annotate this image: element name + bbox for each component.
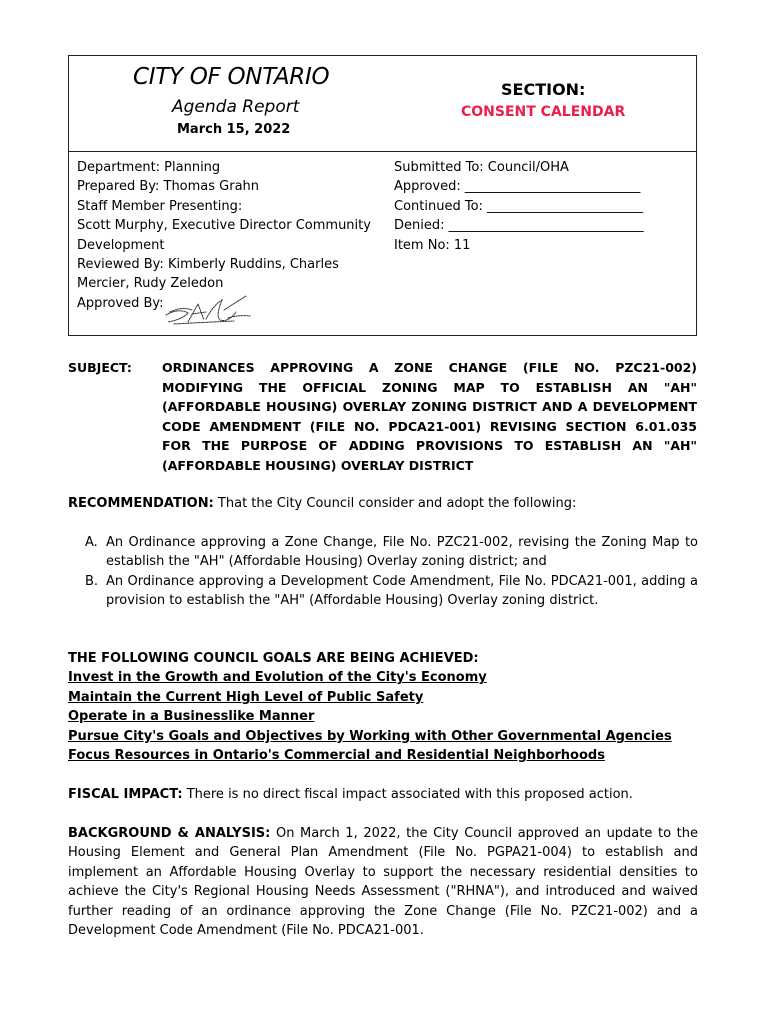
- goal-item: Invest in the Growth and Evolution of the City's Economy: [68, 670, 487, 686]
- list-marker: B.: [85, 573, 99, 589]
- section-value: CONSENT CALENDAR: [461, 104, 626, 120]
- recommendation: [68, 494, 698, 513]
- header-box: [68, 55, 697, 336]
- item-number: Item No: 11: [394, 237, 471, 253]
- list-item-text: An Ordinance approving a Zone Change, File No. PZC21-002, revising the Zoning Map to establish the "AH" (Affordable Housing) Overlay zoning district; and: [106, 535, 698, 570]
- staff-presenting: Staff Member Presenting:: [77, 198, 243, 214]
- continued-field: Continued To: ________________________: [394, 198, 644, 214]
- presenter-line-1: Scott Murphy, Executive Director Community: [77, 218, 371, 234]
- denied-field: Denied: ______________________________: [394, 218, 644, 234]
- goal-item: Pursue City's Goals and Objectives by Working with Other Governmental Agencies: [68, 728, 672, 744]
- section-label: SECTION:: [501, 80, 586, 99]
- fiscal-impact-label: FISCAL IMPACT:: [68, 787, 183, 802]
- subject-text: ORDINANCES APPROVING A ZONE CHANGE (FILE NO. PZC21-002) MODIFYING THE OFFICIAL ZONING MAP TO ESTABLISH AN "AH" (AFFORDABLE HOUSING) OVERLAY ZONING DISTRICT AND A DEVELOPMENT CODE AMENDMENT (FILE NO. PDCA21-001) REVISING SECTION 6.01.035 FOR THE PURPOSE OF ADDING PROVISIONS TO ESTABLISH AN "AH" (AFFORDABLE HOUSING) OVERLAY DISTRICT: [162, 360, 697, 473]
- goals-heading: THE FOLLOWING COUNCIL GOALS ARE BEING ACHIEVED:: [68, 651, 479, 666]
- fiscal-impact-text: There is no direct fiscal impact associated with this proposed action.: [182, 787, 633, 802]
- prepared-by: Prepared By: Thomas Grahn: [77, 179, 260, 195]
- department: Department: Planning: [77, 160, 221, 175]
- reviewed-by-line-1: Reviewed By: Kimberly Ruddins, Charles: [77, 257, 339, 273]
- header-title-row: [69, 56, 696, 152]
- fiscal-impact: [68, 785, 698, 804]
- background-label: BACKGROUND & ANALYSIS:: [68, 826, 271, 841]
- list-marker: A.: [85, 535, 98, 550]
- recommendation-text: That the City Council consider and adopt the following:: [213, 496, 577, 511]
- goal-item: Operate in a Businesslike Manner: [68, 709, 315, 725]
- list-item: [68, 533, 698, 572]
- meta-right: [394, 158, 694, 255]
- signature-icon: [162, 288, 254, 328]
- city-title: CITY OF ONTARIO: [133, 64, 330, 90]
- report-type: Agenda Report: [172, 97, 300, 117]
- approved-field: Approved: ___________________________: [394, 179, 641, 195]
- list-item-text: An Ordinance approving a Development Code Amendment, File No. PDCA21-001, adding a provision to establish the "AH" (Affordable Housing) Overlay zoning district.: [106, 573, 698, 609]
- background-analysis: [68, 824, 698, 940]
- goal-item: Focus Resources in Ontario's Commercial and Residential Neighborhoods: [68, 748, 605, 764]
- council-goals: [68, 649, 698, 765]
- approved-by: Approved By:: [77, 295, 164, 311]
- list-item: [68, 572, 698, 611]
- recommendation-label: RECOMMENDATION:: [68, 496, 214, 511]
- presenter-line-2: Development: [77, 237, 165, 253]
- reviewed-by-line-2: Mercier, Rudy Zeledon: [77, 276, 224, 292]
- goal-item: Maintain the Current High Level of Public Safety: [68, 689, 424, 705]
- background-text: On March 1, 2022, the City Council approved an update to the Housing Element and General Plan Amendment (File No. PGPA21-004) to establish and implement an Affordable Housing Overlay to support the necessary residential densities to achieve the City's Regional Housing Needs Assessment ("RHNA"), and introduced and waived further reading of an ordinance approving the Zone Change (File No. PZC21-002) and a Development Code Amendment (File No. PDCA21-001.: [68, 826, 698, 939]
- report-date: March 15, 2022: [177, 122, 291, 137]
- recommendation-list: [68, 533, 698, 611]
- submitted-to: Submitted To: Council/OHA: [394, 160, 569, 175]
- subject-label: SUBJECT:: [68, 360, 132, 375]
